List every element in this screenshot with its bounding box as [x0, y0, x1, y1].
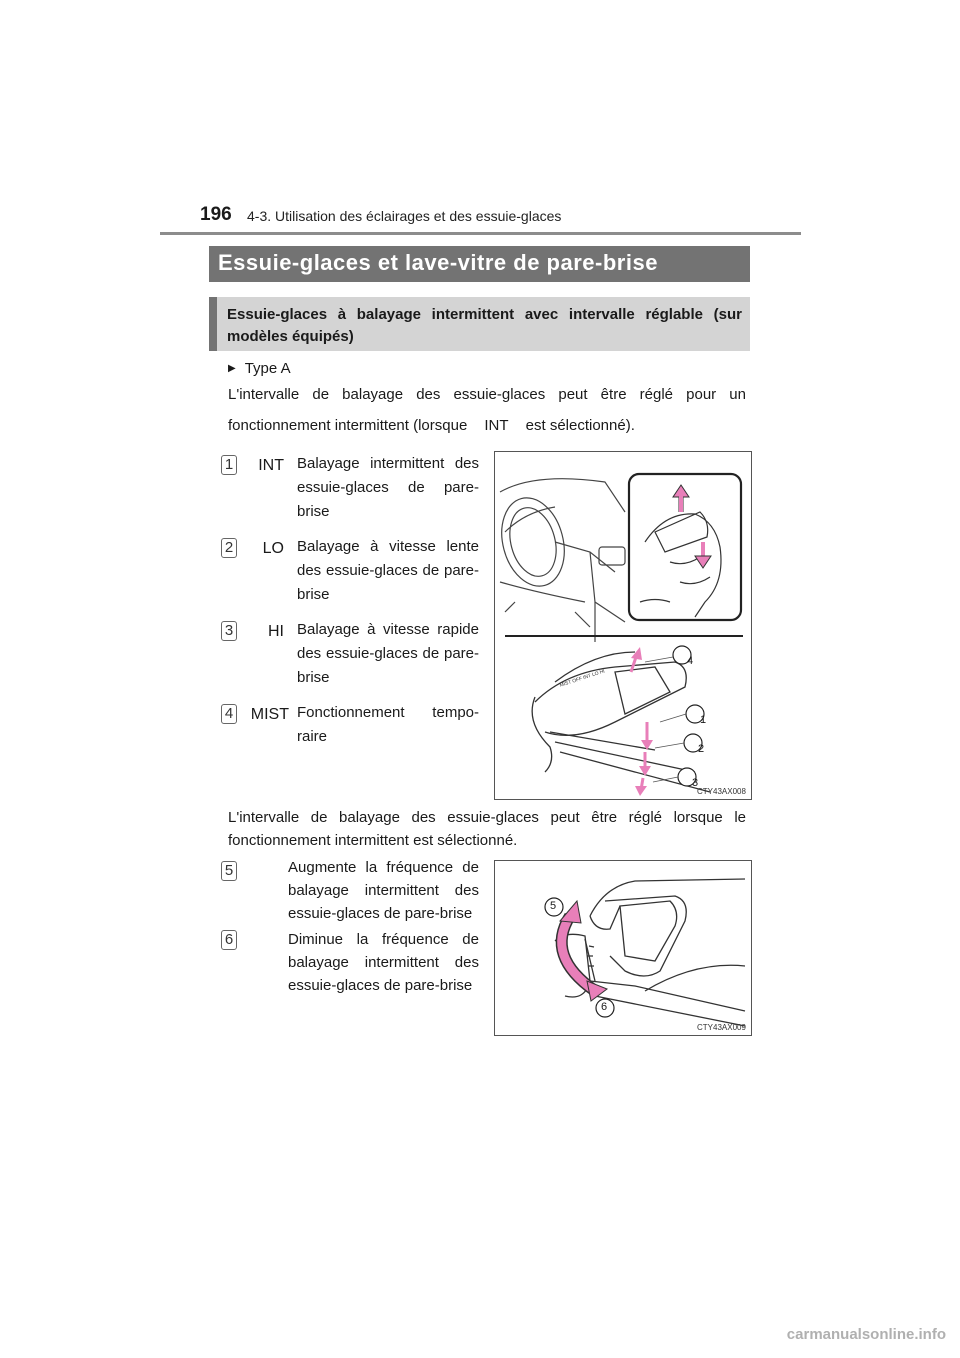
subsection-title: Essuie-glaces à balayage intermittent avec intervalle réglable (sur modèles équipés) — [209, 297, 750, 351]
header-divider — [160, 232, 801, 235]
figure-code-2: CTY43AX009 — [697, 1023, 746, 1032]
mode-label-hi: HI — [268, 623, 284, 640]
callout-number-3: 3 — [221, 621, 237, 641]
mode-description-hi: Balayage à vitesse rapide des essuie-glaces de pare-brise — [297, 621, 479, 686]
figure-callout-4: 4 — [686, 655, 694, 667]
watermark: carmanualsonline.info — [786, 1326, 946, 1343]
lever-mark-hi: HI — [599, 668, 606, 676]
intro-line-2 — [228, 416, 746, 436]
bullet-text: Type A — [244, 360, 291, 377]
mode-description-lo: Balayage à vitesse lente des essuie-glaces de pare-brise — [297, 538, 479, 603]
intro-text-after: est sélectionné). — [525, 417, 635, 434]
section-title: 4-3. Utilisation des éclairages et des essuie-glaces — [247, 208, 562, 224]
lever-mark-int: INT — [582, 672, 592, 682]
callout-number-5: 5 — [221, 861, 237, 881]
adjust-description-increase: Augmente la fréquence de balayage intermittent des essuie-glaces de pare-brise — [288, 859, 479, 922]
wiper-lever-illustration — [495, 452, 751, 799]
triangle-bullet-icon: ▶ — [228, 363, 236, 374]
lever-mark-off: OFF — [571, 675, 583, 685]
page-title: Essuie-glaces et lave-vitre de pare-brise — [209, 246, 750, 282]
interval-paragraph: L'intervalle de balayage des essuie-glaces peut être réglé lorsque le fonctionnement intermittent est sélectionné. — [228, 809, 746, 849]
mode-label-lo: LO — [262, 540, 284, 557]
interval-dial-illustration — [495, 861, 751, 1035]
lever-mark-lo: LO — [591, 670, 600, 679]
mode-description-int: Balayage intermittent des essuie-glaces de pare-brise — [297, 455, 479, 520]
figure-callout-5: 5 — [549, 900, 557, 912]
callout-number-6: 6 — [221, 930, 237, 950]
mode-label-int: INT — [258, 457, 284, 474]
figure-interval-dial — [494, 860, 752, 1036]
mode-description-mist: Fonctionnement tempo-raire — [297, 704, 479, 745]
page-number: 196 — [200, 204, 232, 225]
figure-callout-3: 3 — [691, 777, 699, 789]
intro-text-before: fonctionnement intermittent (lorsque — [228, 417, 468, 434]
figure-wiper-lever — [494, 451, 752, 800]
lever-mark-mist: MIST — [559, 679, 573, 689]
mode-label-mist: MIST — [250, 706, 289, 723]
figure-callout-6: 6 — [600, 1001, 608, 1013]
callout-number-4: 4 — [221, 704, 237, 724]
callout-number-2: 2 — [221, 538, 237, 558]
bullet-item — [228, 360, 291, 377]
figure-callout-2: 2 — [697, 743, 705, 755]
intro-mode-label: INT — [484, 417, 509, 434]
figure-code-1: CTY43AX008 — [697, 787, 746, 796]
intro-line-1: L'intervalle de balayage des essuie-glaces peut être réglé pour un — [228, 386, 746, 403]
callout-number-1: 1 — [221, 455, 237, 475]
adjust-description-decrease: Diminue la fréquence de balayage intermittent des essuie-glaces de pare-brise — [288, 931, 479, 994]
figure-callout-1: 1 — [699, 714, 707, 726]
